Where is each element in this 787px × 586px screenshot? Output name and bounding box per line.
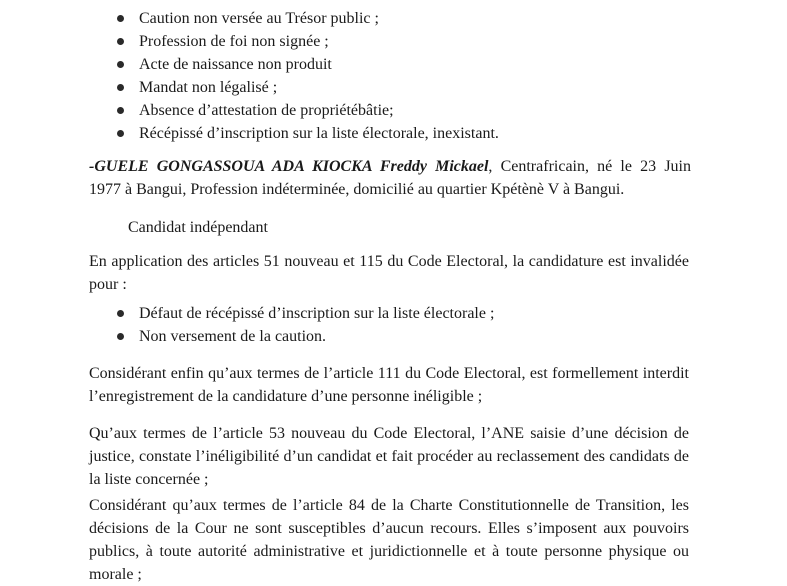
bullet-icon (117, 84, 124, 91)
list-item: Acte de naissance non produit (117, 53, 499, 76)
bullet-icon (117, 130, 124, 137)
list-item: Récépissé d’inscription sur la liste électorale, inexistant. (117, 122, 499, 145)
bullet-icon (117, 310, 124, 317)
list-item: Défaut de récépissé d’inscription sur la liste électorale ; (117, 302, 494, 325)
candidate-identity (89, 155, 691, 201)
candidate-line-2: 1977 à Bangui, Profession indéterminée, domicilié au quartier Kpétènè V à Bangui. (89, 181, 625, 198)
bullet-icon (117, 107, 124, 114)
considerant-paragraph-2: Considérant qu’aux termes de l’article 84 de la Charte Constitutionnelle de Transition, les décisions de la Cour ne sont susceptibles d’aucun recours. Elles s’imposent aux pouvoirs publics, à toute autorité administrative et juridictionnelle et à toute personne physique ou morale ; (89, 497, 689, 583)
candidate-name: -GUELE GONGASSOUA ADA KIOCKA Freddy Mickael (89, 158, 489, 175)
list-item: Profession de foi non signée ; (117, 30, 499, 53)
list-item: Mandat non légalisé ; (117, 76, 499, 99)
invalidity-reasons-list (117, 7, 499, 145)
candidate-line-1: -GUELE GONGASSOUA ADA KIOCKA Freddy Mickael, Centrafricain, né le 23 Juin (89, 158, 691, 175)
list-item: Absence d’attestation de propriétébâtie; (117, 99, 499, 122)
bullet-icon (117, 333, 124, 340)
list-item: Non versement de la caution. (117, 325, 494, 348)
invalidation-grounds-list (117, 302, 494, 348)
bullet-icon (117, 61, 124, 68)
article-53-paragraph: Qu’aux termes de l’article 53 nouveau du Code Electoral, l’ANE saisie d’une décision de justice, constate l’inéligibilité d’un candidat et fait procéder au reclassement des candidats de la liste concernée ; (89, 425, 689, 488)
list-item: Caution non versée au Trésor public ; (117, 7, 499, 30)
candidate-type: Candidat indépendant (128, 219, 268, 236)
bullet-icon (117, 38, 124, 45)
application-paragraph: En application des articles 51 nouveau et 115 du Code Electoral, la candidature est invalidée pour : (89, 253, 689, 293)
bullet-icon (117, 15, 124, 22)
considerant-paragraph-1: Considérant enfin qu’aux termes de l’article 111 du Code Electoral, est formellement interdit l’enregistrement de la candidature d’une personne inéligible ; (89, 365, 689, 405)
